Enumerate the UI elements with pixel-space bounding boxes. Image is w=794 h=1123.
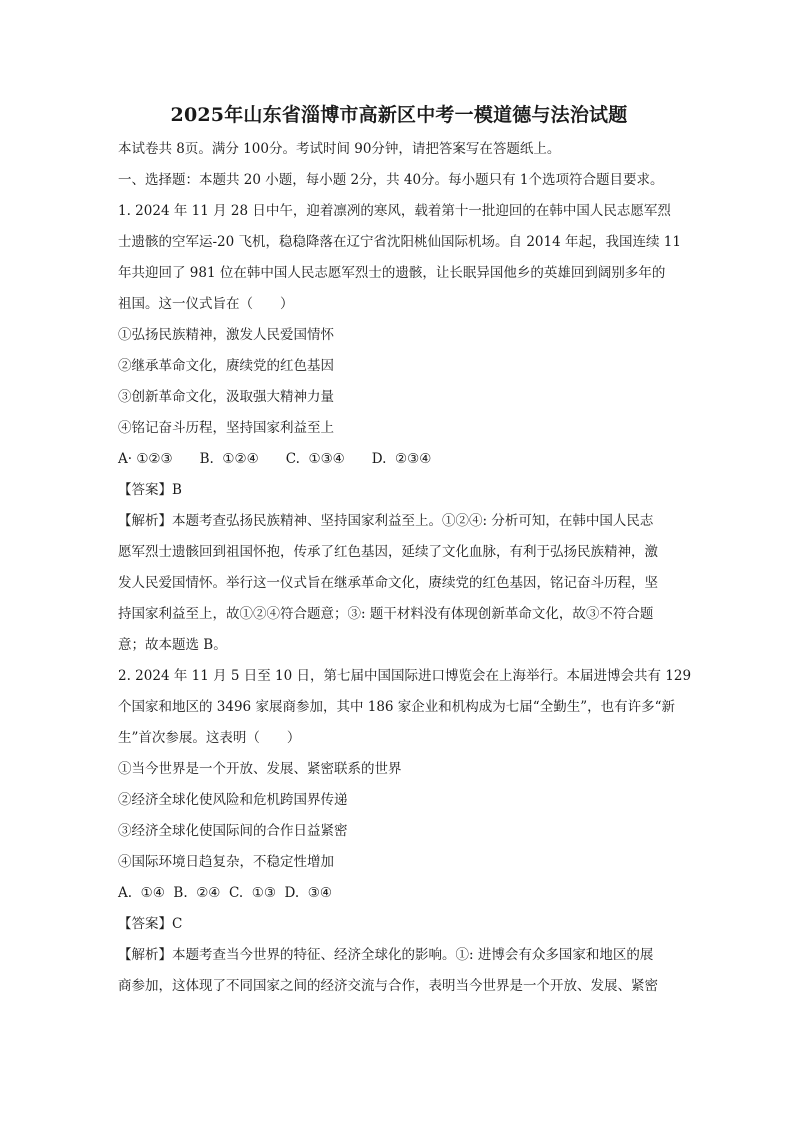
option-statement: ②经济全球化使风险和危机跨国界传递 bbox=[118, 792, 348, 808]
answer-choices: A· ①②③ B. ①②④ C. ①③④ D. ②③④ bbox=[118, 451, 432, 467]
question-1 bbox=[118, 196, 680, 661]
analysis-line: 意；故本题选 B。 bbox=[118, 637, 227, 653]
answer-line bbox=[118, 909, 680, 940]
question-stem-line: 士遗骸的空军运-20 飞机，稳稳降落在辽宁省沈阳桃仙国际机场。自 2014 年起，我国连续 11 bbox=[118, 234, 681, 250]
analysis-line bbox=[118, 506, 680, 537]
intro-text: 本试卷共 8页。满分 100分。考试时间 90分钟，请把答案写在答题纸上。 bbox=[118, 141, 561, 157]
analysis-text: 本题考查弘扬民族精神、坚持国家利益至上。①②④: 分析可知，在韩中国人民志 bbox=[172, 513, 654, 529]
section-heading: 一、选择题：本题共 20 小题，每小题 2分，共 40分。每小题只有 1个选项符合题目要求。 bbox=[118, 172, 664, 188]
option-statement: ②继承革命文化，赓续党的红色基因 bbox=[118, 358, 334, 374]
analysis-line: 发人民爱国情怀。举行这一仪式旨在继承革命文化，赓续党的红色基因，铭记奋斗历程，坚 bbox=[118, 575, 658, 591]
option-statement: ③经济全球化使国际间的合作日益紧密 bbox=[118, 823, 348, 839]
question-stem-line: 个国家和地区的 3496 家展商参加，其中 186 家企业和机构成为七届“全勤生”，也有许多“新 bbox=[118, 699, 675, 715]
answer-label: 【答案】 bbox=[118, 916, 172, 932]
question-stem-line: 生”首次参展。这表明（ ） bbox=[118, 730, 301, 746]
answer-value: B bbox=[172, 482, 182, 498]
option-statement: ④铭记奋斗历程，坚持国家利益至上 bbox=[118, 420, 334, 436]
analysis-line bbox=[118, 940, 680, 971]
option-statement: ④国际环境日趋复杂，不稳定性增加 bbox=[118, 854, 334, 870]
answer-choices: A. ①④ B. ②④ C. ①③ D. ③④ bbox=[118, 885, 332, 901]
analysis-line: 持国家利益至上，故①②④符合题意；③: 题干材料没有体现创新革命文化，故③不符合题 bbox=[118, 606, 654, 622]
analysis-line: 商参加，这体现了不同国家之间的经济交流与合作，表明当今世界是一个开放、发展、紧密 bbox=[118, 978, 658, 994]
analysis-text: 本题考查当今世界的特征、经济全球化的影响。①: 进博会有众多国家和地区的展 bbox=[172, 947, 654, 963]
option-statement: ③创新革命文化，汲取强大精神力量 bbox=[118, 389, 334, 405]
option-statement: ①当今世界是一个开放、发展、紧密联系的世界 bbox=[118, 761, 402, 777]
question-stem-line: 祖国。这一仪式旨在（ ） bbox=[118, 296, 294, 312]
option-statement: ①弘扬民族精神，激发人民爱国情怀 bbox=[118, 327, 334, 343]
question-2 bbox=[118, 661, 692, 1002]
analysis-line: 愿军烈士遗骸回到祖国怀抱，传承了红色基因，延续了文化血脉，有利于弘扬民族精神，激 bbox=[118, 544, 658, 560]
answer-line bbox=[118, 475, 680, 506]
question-stem-line: 年共迎回了 981 位在韩中国人民志愿军烈士的遗骸，让长眠异国他乡的英雄回到阔别多年的 bbox=[118, 265, 666, 281]
question-stem-line: 1. 2024 年 11 月 28 日中午，迎着凛冽的寒风，载着第十一批迎回的在韩中国人民志愿军烈 bbox=[118, 203, 671, 219]
question-stem-line: 2. 2024 年 11 月 5 日至 10 日，第七届中国国际进口博览会在上海举行。本届进博会共有 129 bbox=[118, 668, 692, 684]
document-content bbox=[118, 100, 692, 1002]
page-title: 2025年山东省淄博市高新区中考一模道德与法治试题 bbox=[170, 104, 628, 126]
answer-value: C bbox=[172, 916, 183, 932]
analysis-label: 【解析】 bbox=[118, 947, 172, 963]
analysis-label: 【解析】 bbox=[118, 513, 172, 529]
answer-label: 【答案】 bbox=[118, 482, 172, 498]
